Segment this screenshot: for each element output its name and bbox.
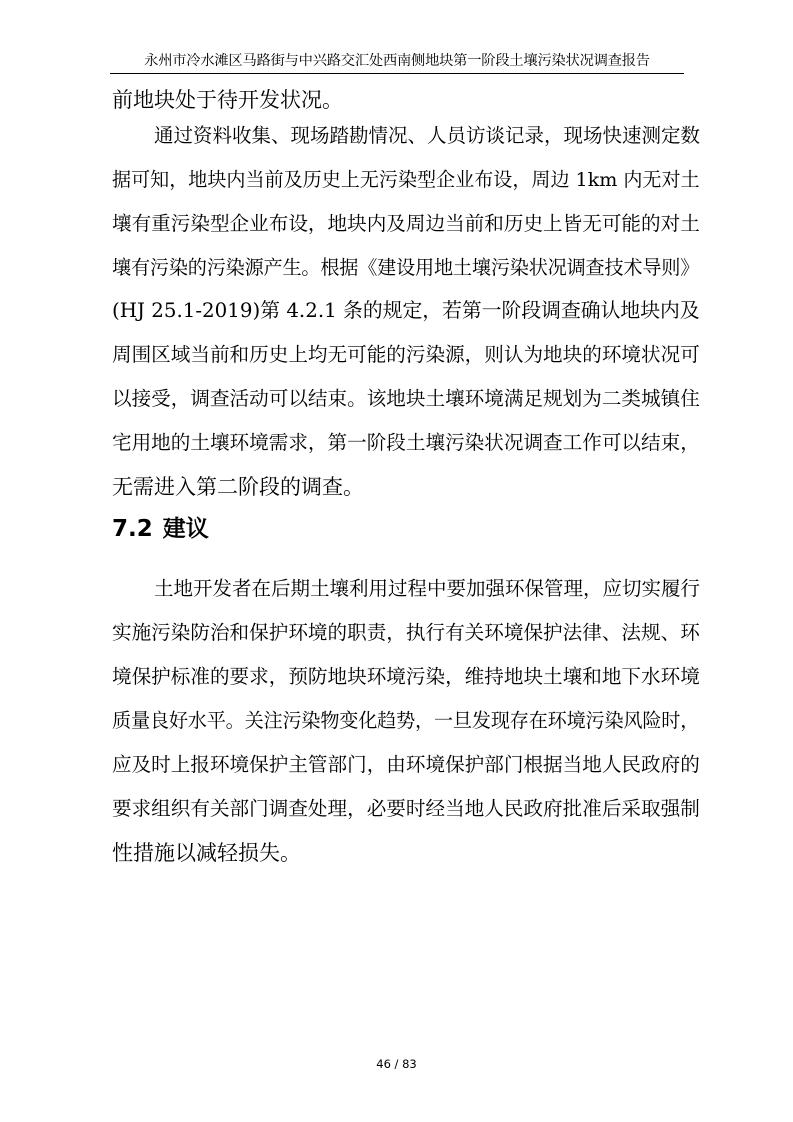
section-heading xyxy=(112,514,209,544)
paragraph-line: 壤有重污染型企业布设，地块内及周边当前和历史上皆无可能的对土 xyxy=(112,212,700,235)
paragraph-line: 质量良好水平。关注污染物变化趋势，一旦发现存在环境污染风险时， xyxy=(112,709,700,732)
paragraph-line: 境保护标准的要求，预防地块环境污染，维持地块土壤和地下水环境 xyxy=(112,665,700,688)
paragraph-line: 土地开发者在后期土壤利用过程中要加强环保管理，应切实履行 xyxy=(154,577,701,600)
paragraph-line: 性措施以减轻损失。 xyxy=(112,841,301,865)
page-number: 46 / 83 xyxy=(376,1057,417,1071)
paragraph-line: 无需进入第二阶段的调查。 xyxy=(112,475,364,499)
paragraph-line: 壤有污染的污染源产生。根据《建设用地土壤污染状况调查技术导则》 xyxy=(112,256,700,279)
paragraph-line: 据可知，地块内当前及历史上无污染型企业布设，周边 1km 内无对土 xyxy=(112,169,700,191)
paragraph-line: 前地块处于待开发状况。 xyxy=(112,88,343,112)
paragraph-line: 周围区域当前和历史上均无可能的污染源，则认为地块的环境状况可 xyxy=(112,343,700,366)
paragraph-line: (HJ 25.1-2019)第 4.2.1 条的规定，若第一阶段调查确认地块内及 xyxy=(112,299,700,322)
section-number: 7.2 xyxy=(112,516,153,542)
header-divider xyxy=(110,73,684,74)
paragraph-line: 宅用地的土壤环境需求，第一阶段土壤污染状况调查工作可以结束， xyxy=(112,431,700,454)
paragraph-line: 通过资料收集、现场踏勘情况、人员访谈记录，现场快速测定数 xyxy=(154,124,701,147)
paragraph-line: 要求组织有关部门调查处理，必要时经当地人民政府批准后采取强制 xyxy=(112,797,700,820)
paragraph-line: 实施污染防治和保护环境的职责，执行有关环境保护法律、法规、环 xyxy=(112,621,700,644)
paragraph-line: 应及时上报环境保护主管部门，由环境保护部门根据当地人民政府的 xyxy=(112,753,700,776)
paragraph-line: 以接受，调查活动可以结束。该地块土壤环境满足规划为二类城镇住 xyxy=(112,387,700,410)
section-title: 建议 xyxy=(162,516,209,542)
running-header: 永州市冷水滩区马路街与中兴路交汇处西南侧地块第一阶段土壤污染状况调查报告 xyxy=(144,53,650,69)
